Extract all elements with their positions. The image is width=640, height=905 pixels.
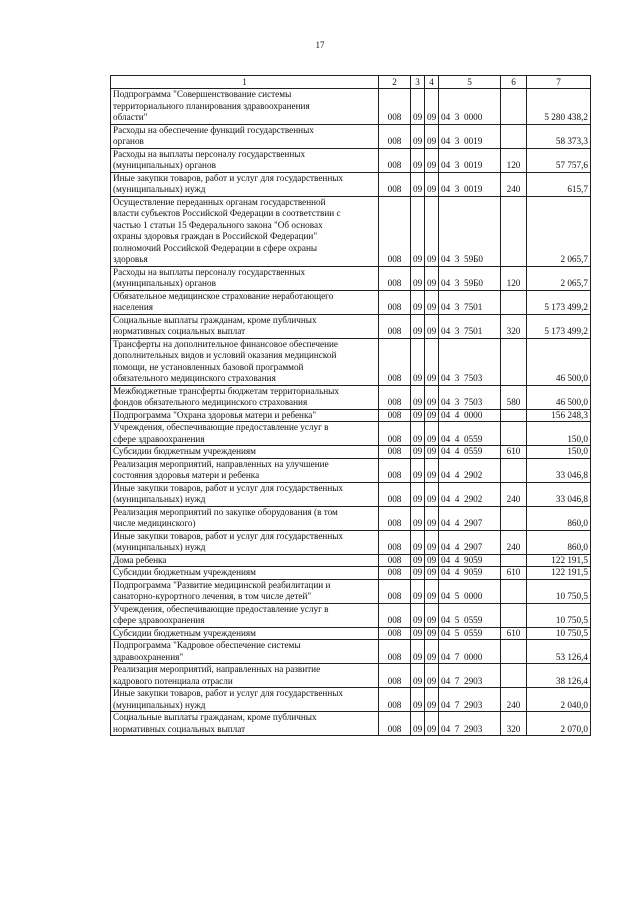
cell-c4: 09 — [425, 422, 439, 446]
cell-c7: 5 280 438,2 — [527, 89, 591, 125]
cell-c6: 610 — [501, 627, 527, 640]
cell-c3: 09 — [411, 446, 425, 459]
cell-c2: 008 — [379, 89, 411, 125]
cell-c5: 04 3 0019 — [439, 172, 501, 196]
header-cell: 2 — [379, 76, 411, 89]
cell-c6: 320 — [501, 712, 527, 736]
cell-c5: 04 7 0000 — [439, 640, 501, 664]
cell-c5: 04 4 2907 — [439, 530, 501, 554]
cell-c6 — [501, 554, 527, 567]
cell-c6: 580 — [501, 385, 527, 409]
cell-c2: 008 — [379, 266, 411, 290]
cell-c6 — [501, 458, 527, 482]
table-row — [111, 603, 591, 627]
cell-c5: 04 4 0000 — [439, 409, 501, 422]
cell-c3: 09 — [411, 89, 425, 125]
cell-c6 — [501, 422, 527, 446]
cell-c6: 240 — [501, 688, 527, 712]
cell-c4: 09 — [425, 266, 439, 290]
cell-c3: 09 — [411, 567, 425, 580]
cell-name: Субсидии бюджетным учреждениям — [111, 567, 379, 580]
cell-c4: 09 — [425, 554, 439, 567]
cell-name: Подпрограмма "Совершенствование системы территориального планирования здравоохранения области" — [111, 89, 379, 125]
cell-c3: 09 — [411, 385, 425, 409]
cell-c3: 09 — [411, 627, 425, 640]
cell-c5: 04 3 59Б0 — [439, 266, 501, 290]
cell-c6 — [501, 338, 527, 385]
table-row — [111, 530, 591, 554]
header-cell: 7 — [527, 76, 591, 89]
cell-c6 — [501, 409, 527, 422]
cell-c5: 04 4 2902 — [439, 482, 501, 506]
cell-c4: 09 — [425, 446, 439, 459]
cell-c3: 09 — [411, 554, 425, 567]
cell-c4: 09 — [425, 640, 439, 664]
cell-name: Учреждения, обеспечивающие предоставление услуг в сфере здравоохранения — [111, 603, 379, 627]
cell-c4: 09 — [425, 385, 439, 409]
cell-c3: 09 — [411, 338, 425, 385]
cell-c3: 09 — [411, 422, 425, 446]
cell-c6 — [501, 89, 527, 125]
cell-name: Расходы на выплаты персоналу государственных (муниципальных) органов — [111, 148, 379, 172]
cell-c7: 33 046,8 — [527, 482, 591, 506]
cell-c3: 09 — [411, 172, 425, 196]
cell-c3: 09 — [411, 196, 425, 266]
cell-c7: 2 065,7 — [527, 196, 591, 266]
cell-name: Социальные выплаты гражданам, кроме публичных нормативных социальных выплат — [111, 314, 379, 338]
cell-c5: 04 3 7503 — [439, 385, 501, 409]
cell-c5: 04 7 2903 — [439, 688, 501, 712]
cell-name: Иные закупки товаров, работ и услуг для государственных (муниципальных) нужд — [111, 530, 379, 554]
cell-c3: 09 — [411, 458, 425, 482]
cell-c5: 04 5 0559 — [439, 627, 501, 640]
cell-name: Учреждения, обеспечивающие предоставление услуг в сфере здравоохранения — [111, 422, 379, 446]
cell-c7: 150,0 — [527, 422, 591, 446]
header-cell: 5 — [439, 76, 501, 89]
cell-c2: 008 — [379, 148, 411, 172]
cell-name: Подпрограмма "Охрана здоровья матери и ребенка" — [111, 409, 379, 422]
cell-c6: 320 — [501, 314, 527, 338]
table-row — [111, 266, 591, 290]
cell-c5: 04 4 9059 — [439, 554, 501, 567]
cell-c6: 610 — [501, 567, 527, 580]
cell-name: Расходы на выплаты персоналу государственных (муниципальных) органов — [111, 266, 379, 290]
cell-c7: 46 500,0 — [527, 338, 591, 385]
cell-name: Иные закупки товаров, работ и услуг для государственных (муниципальных) нужд — [111, 688, 379, 712]
cell-c2: 008 — [379, 627, 411, 640]
cell-name: Иные закупки товаров, работ и услуг для государственных (муниципальных) нужд — [111, 482, 379, 506]
cell-c6 — [501, 579, 527, 603]
cell-c6: 610 — [501, 446, 527, 459]
table-row — [111, 482, 591, 506]
cell-c6 — [501, 603, 527, 627]
cell-c2: 008 — [379, 422, 411, 446]
cell-c7: 46 500,0 — [527, 385, 591, 409]
cell-c4: 09 — [425, 567, 439, 580]
cell-c2: 008 — [379, 172, 411, 196]
cell-c5: 04 4 2902 — [439, 458, 501, 482]
cell-c4: 09 — [425, 290, 439, 314]
cell-name: Субсидии бюджетным учреждениям — [111, 627, 379, 640]
header-cell: 6 — [501, 76, 527, 89]
cell-c7: 10 750,5 — [527, 603, 591, 627]
table-row — [111, 338, 591, 385]
cell-c2: 008 — [379, 196, 411, 266]
cell-c5: 04 3 0019 — [439, 148, 501, 172]
cell-name: Иные закупки товаров, работ и услуг для государственных (муниципальных) нужд — [111, 172, 379, 196]
table-row — [111, 385, 591, 409]
table-row — [111, 89, 591, 125]
cell-c2: 008 — [379, 603, 411, 627]
table-row — [111, 579, 591, 603]
cell-c6 — [501, 640, 527, 664]
cell-c4: 09 — [425, 409, 439, 422]
cell-c3: 09 — [411, 266, 425, 290]
cell-c7: 122 191,5 — [527, 554, 591, 567]
cell-c3: 09 — [411, 482, 425, 506]
budget-table — [110, 75, 591, 736]
cell-c5: 04 3 59Б0 — [439, 196, 501, 266]
cell-c2: 008 — [379, 506, 411, 530]
cell-c5: 04 3 0000 — [439, 89, 501, 125]
cell-c4: 09 — [425, 506, 439, 530]
cell-c6: 120 — [501, 266, 527, 290]
table-row — [111, 148, 591, 172]
cell-c4: 09 — [425, 196, 439, 266]
cell-c5: 04 4 0559 — [439, 446, 501, 459]
cell-c4: 09 — [425, 603, 439, 627]
cell-c5: 04 4 2907 — [439, 506, 501, 530]
cell-c5: 04 5 0559 — [439, 603, 501, 627]
cell-c2: 008 — [379, 338, 411, 385]
cell-c7: 38 126,4 — [527, 664, 591, 688]
cell-c3: 09 — [411, 688, 425, 712]
cell-c6 — [501, 664, 527, 688]
header-cell: 4 — [425, 76, 439, 89]
cell-c4: 09 — [425, 314, 439, 338]
cell-name: Подпрограмма "Кадровое обеспечение системы здравоохранения" — [111, 640, 379, 664]
cell-c7: 57 757,6 — [527, 148, 591, 172]
table-row — [111, 172, 591, 196]
cell-c7: 2 070,0 — [527, 712, 591, 736]
cell-c5: 04 4 0559 — [439, 422, 501, 446]
cell-c7: 860,0 — [527, 506, 591, 530]
cell-c3: 09 — [411, 712, 425, 736]
table-row — [111, 290, 591, 314]
header-cell: 1 — [111, 76, 379, 89]
cell-c2: 008 — [379, 482, 411, 506]
cell-c2: 008 — [379, 385, 411, 409]
cell-c5: 04 3 7501 — [439, 314, 501, 338]
cell-c3: 09 — [411, 579, 425, 603]
cell-c7: 156 248,3 — [527, 409, 591, 422]
cell-c7: 53 126,4 — [527, 640, 591, 664]
cell-c2: 008 — [379, 124, 411, 148]
table-body — [111, 89, 591, 736]
cell-name: Осуществление переданных органам государственной власти субъектов Российской Федерации в соответствии с частью 1 статьи 15 Федерального закона "Об основах охраны здоровья граждан в Российской Федерации" полномочий Российской Федерации в сфере охраны здоровья — [111, 196, 379, 266]
cell-c5: 04 3 7501 — [439, 290, 501, 314]
cell-c6: 240 — [501, 482, 527, 506]
table-row — [111, 409, 591, 422]
cell-c4: 09 — [425, 89, 439, 125]
cell-c6: 240 — [501, 530, 527, 554]
header-cell: 3 — [411, 76, 425, 89]
cell-c4: 09 — [425, 688, 439, 712]
cell-c4: 09 — [425, 148, 439, 172]
cell-c5: 04 4 9059 — [439, 567, 501, 580]
cell-c4: 09 — [425, 712, 439, 736]
cell-name: Межбюджетные трансферты бюджетам территориальных фондов обязательного медицинского страхования — [111, 385, 379, 409]
table-row — [111, 554, 591, 567]
table-row — [111, 446, 591, 459]
cell-c2: 008 — [379, 290, 411, 314]
cell-c2: 008 — [379, 640, 411, 664]
cell-c6 — [501, 290, 527, 314]
table-row — [111, 627, 591, 640]
cell-c3: 09 — [411, 314, 425, 338]
cell-c3: 09 — [411, 603, 425, 627]
cell-c4: 09 — [425, 664, 439, 688]
table-row — [111, 422, 591, 446]
cell-name: Социальные выплаты гражданам, кроме публичных нормативных социальных выплат — [111, 712, 379, 736]
cell-c5: 04 7 2903 — [439, 712, 501, 736]
cell-c2: 008 — [379, 446, 411, 459]
cell-c4: 09 — [425, 579, 439, 603]
cell-c2: 008 — [379, 458, 411, 482]
table-row — [111, 640, 591, 664]
table-row — [111, 506, 591, 530]
cell-c7: 5 173 499,2 — [527, 290, 591, 314]
cell-c7: 615,7 — [527, 172, 591, 196]
table-row — [111, 688, 591, 712]
cell-name: Реализация мероприятий, направленных на улучшение состояния здоровья матери и ребенка — [111, 458, 379, 482]
header-row — [111, 76, 591, 89]
cell-c4: 09 — [425, 338, 439, 385]
cell-name: Подпрограмма "Развитие медицинской реабилитации и санаторно-курортного лечения, в том числе детей" — [111, 579, 379, 603]
cell-c2: 008 — [379, 554, 411, 567]
table-row — [111, 314, 591, 338]
cell-c7: 5 173 499,2 — [527, 314, 591, 338]
cell-c4: 09 — [425, 124, 439, 148]
cell-c2: 008 — [379, 579, 411, 603]
cell-c2: 008 — [379, 314, 411, 338]
cell-name: Субсидии бюджетным учреждениям — [111, 446, 379, 459]
cell-c3: 09 — [411, 290, 425, 314]
cell-c6: 240 — [501, 172, 527, 196]
page-number: 17 — [315, 40, 325, 50]
cell-c4: 09 — [425, 530, 439, 554]
cell-c7: 122 191,5 — [527, 567, 591, 580]
table-row — [111, 458, 591, 482]
cell-c7: 860,0 — [527, 530, 591, 554]
cell-c3: 09 — [411, 506, 425, 530]
cell-name: Обязательное медицинское страхование неработающего населения — [111, 290, 379, 314]
table-row — [111, 567, 591, 580]
cell-c5: 04 7 2903 — [439, 664, 501, 688]
cell-c7: 2 040,0 — [527, 688, 591, 712]
cell-name: Реализация мероприятий по закупке оборудования (в том числе медицинского) — [111, 506, 379, 530]
cell-c7: 10 750,5 — [527, 579, 591, 603]
cell-c3: 09 — [411, 640, 425, 664]
cell-name: Трансферты на дополнительное финансовое обеспечение дополнительных видов и условий оказания медицинской помощи, не установленных базовой программой обязательного медицинского страхования — [111, 338, 379, 385]
cell-c5: 04 5 0000 — [439, 579, 501, 603]
cell-c7: 10 750,5 — [527, 627, 591, 640]
cell-c6: 120 — [501, 148, 527, 172]
cell-c3: 09 — [411, 148, 425, 172]
cell-c4: 09 — [425, 458, 439, 482]
cell-c4: 09 — [425, 627, 439, 640]
cell-c2: 008 — [379, 688, 411, 712]
cell-name: Реализация мероприятий, направленных на развитие кадрового потенциала отрасли — [111, 664, 379, 688]
cell-c3: 09 — [411, 409, 425, 422]
cell-c6 — [501, 124, 527, 148]
cell-c4: 09 — [425, 482, 439, 506]
cell-c3: 09 — [411, 664, 425, 688]
cell-c5: 04 3 7503 — [439, 338, 501, 385]
cell-c6 — [501, 196, 527, 266]
cell-c5: 04 3 0019 — [439, 124, 501, 148]
cell-c7: 2 065,7 — [527, 266, 591, 290]
cell-c2: 008 — [379, 712, 411, 736]
cell-c2: 008 — [379, 664, 411, 688]
cell-c7: 150,0 — [527, 446, 591, 459]
table-row — [111, 712, 591, 736]
table-row — [111, 124, 591, 148]
cell-c7: 33 046,8 — [527, 458, 591, 482]
cell-c2: 008 — [379, 567, 411, 580]
cell-c4: 09 — [425, 172, 439, 196]
cell-c2: 008 — [379, 409, 411, 422]
cell-name: Расходы на обеспечение функций государственных органов — [111, 124, 379, 148]
cell-c3: 09 — [411, 124, 425, 148]
cell-name: Дома ребенка — [111, 554, 379, 567]
table-row — [111, 664, 591, 688]
table-row — [111, 196, 591, 266]
cell-c2: 008 — [379, 530, 411, 554]
cell-c7: 58 373,3 — [527, 124, 591, 148]
cell-c3: 09 — [411, 530, 425, 554]
cell-c6 — [501, 506, 527, 530]
